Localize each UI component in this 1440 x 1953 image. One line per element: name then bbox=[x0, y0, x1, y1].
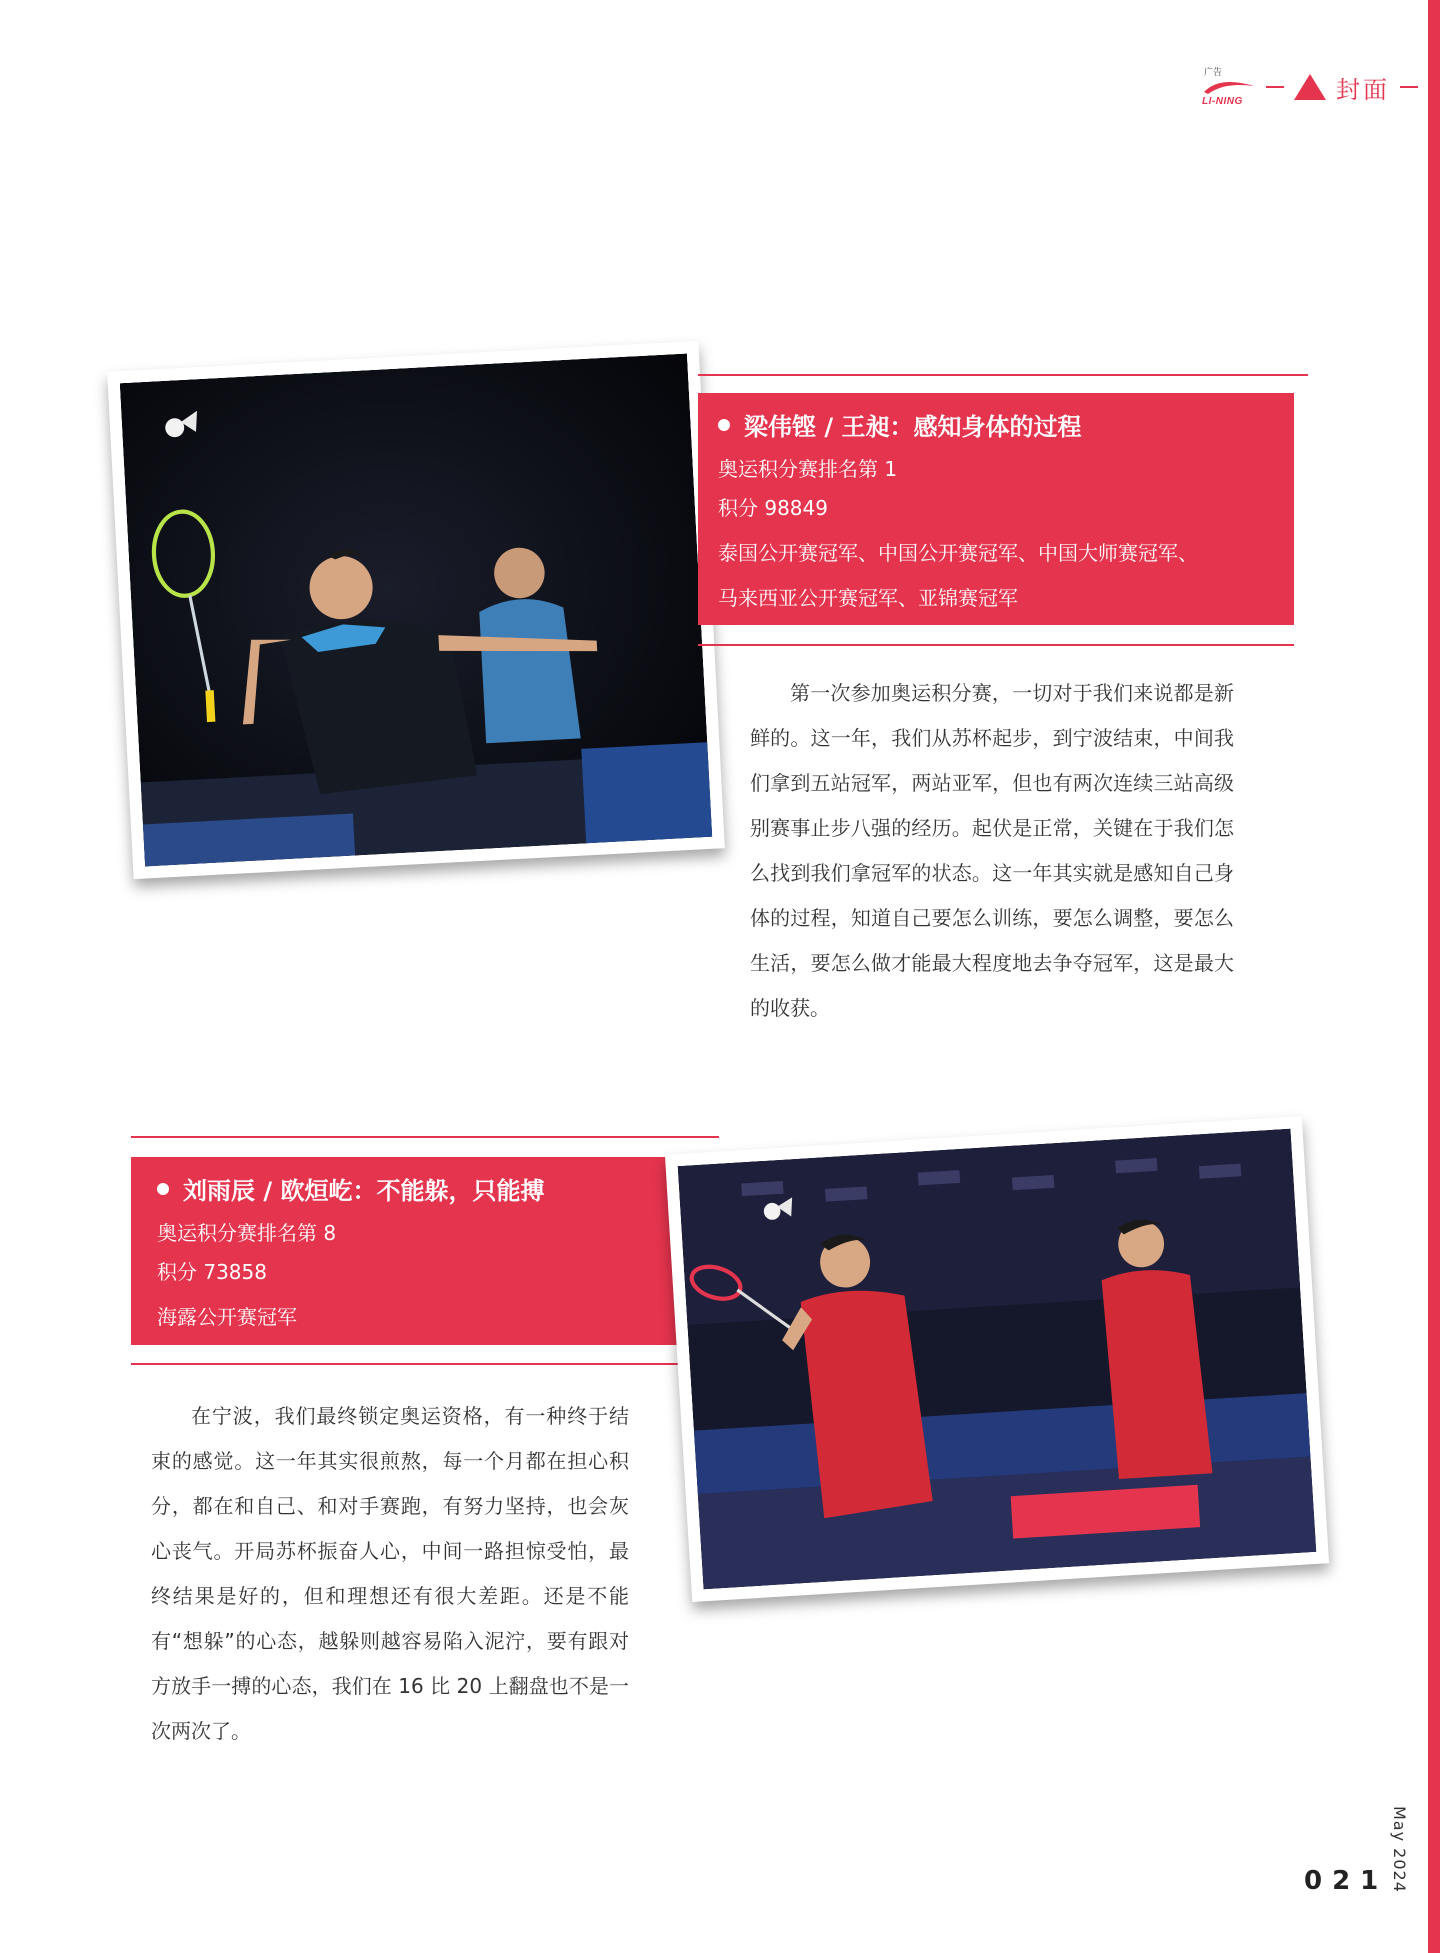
photo-pair1 bbox=[120, 353, 713, 866]
pair1-points: 积分 98849 bbox=[718, 496, 828, 520]
pair2-title: 刘雨辰 / 欧烜屹：不能躲，只能搏 bbox=[183, 1177, 545, 1205]
pair1-heading bbox=[718, 407, 1294, 442]
pair1-paragraph: 第一次参加奥运积分赛，一切对于我们来说都是新鲜的。这一年，我们从苏杯起步，到宁波结束，中间我们拿到五站冠军，两站亚军，但也有两次连续三站高级别赛事止步八强的经历。起伏是正常，关键在于我们怎么找到我们拿冠军的状态。这一年其实就是感知自己身体的过程，知道自己要怎么训练，要怎么调整，要怎么生活，要怎么做才能最大程度地去争夺冠军，这是最大的收获。 bbox=[750, 681, 1234, 1020]
triangle-icon bbox=[1294, 74, 1326, 100]
ad-label: 广告 bbox=[1204, 67, 1223, 78]
pair2-heading bbox=[157, 1171, 687, 1206]
bullet-dot-icon bbox=[718, 419, 730, 431]
li-ning-logo-icon bbox=[1202, 78, 1256, 96]
header-dash-right bbox=[1400, 86, 1418, 88]
pair1-titles-line2: 马来西亚公开赛冠军、亚锦赛冠军 bbox=[718, 586, 1018, 610]
info-box-pair2 bbox=[131, 1157, 687, 1345]
pair2-points: 积分 73858 bbox=[157, 1260, 267, 1284]
pair2-paragraph: 在宁波，我们最终锁定奥运资格，有一种终于结束的感觉。这一年其实很煎熬，每一个月都在担心积分，都在和自己、和对手赛跑，有努力坚持，也会灰心丧气。开局苏杯振奋人心，中间一路担惊受怕，最终结果是好的，但和理想还有很大差距。还是不能有“想躲”的心态，越躲则越容易陷入泥泞，要有跟对方放手一搏的心态，我们在 16 比 20 上翻盘也不是一次两次了。 bbox=[151, 1404, 629, 1743]
pair1-ranking: 奥运积分赛排名第 1 bbox=[718, 457, 898, 481]
pair1-title: 梁伟铿 / 王昶：感知身体的过程 bbox=[744, 413, 1082, 441]
page-number: 021 bbox=[1304, 1866, 1389, 1896]
pair2-ranking: 奥运积分赛排名第 8 bbox=[157, 1221, 337, 1245]
rule-top-pair2 bbox=[131, 1136, 719, 1138]
brand-text: LI-NING bbox=[1202, 95, 1243, 107]
badminton-player-photo-2 bbox=[678, 1129, 1317, 1590]
pair1-body bbox=[750, 671, 1234, 1031]
photo-frame-pair1 bbox=[107, 341, 725, 879]
header-dash-left bbox=[1266, 86, 1284, 88]
photo-frame-pair2 bbox=[665, 1116, 1329, 1602]
bullet-dot-icon bbox=[157, 1183, 169, 1195]
pair2-titles-line1: 海露公开赛冠军 bbox=[157, 1305, 297, 1329]
rule-bottom-pair2 bbox=[131, 1363, 687, 1365]
rule-top-pair1 bbox=[698, 374, 1308, 376]
badminton-player-photo-1 bbox=[120, 353, 713, 866]
photo-pair2 bbox=[678, 1129, 1317, 1590]
info-box-pair1 bbox=[698, 393, 1294, 625]
pair2-body bbox=[151, 1394, 629, 1754]
rule-bottom-pair1 bbox=[698, 644, 1294, 646]
brand-logo bbox=[1202, 68, 1256, 107]
page-header bbox=[1202, 62, 1418, 112]
edge-stripe bbox=[1428, 0, 1440, 1953]
section-title: 封面 bbox=[1336, 75, 1390, 104]
pair1-titles-line1: 泰国公开赛冠军、中国公开赛冠军、中国大师赛冠军、 bbox=[718, 541, 1198, 565]
issue-date: May 2024 bbox=[1390, 1806, 1409, 1893]
